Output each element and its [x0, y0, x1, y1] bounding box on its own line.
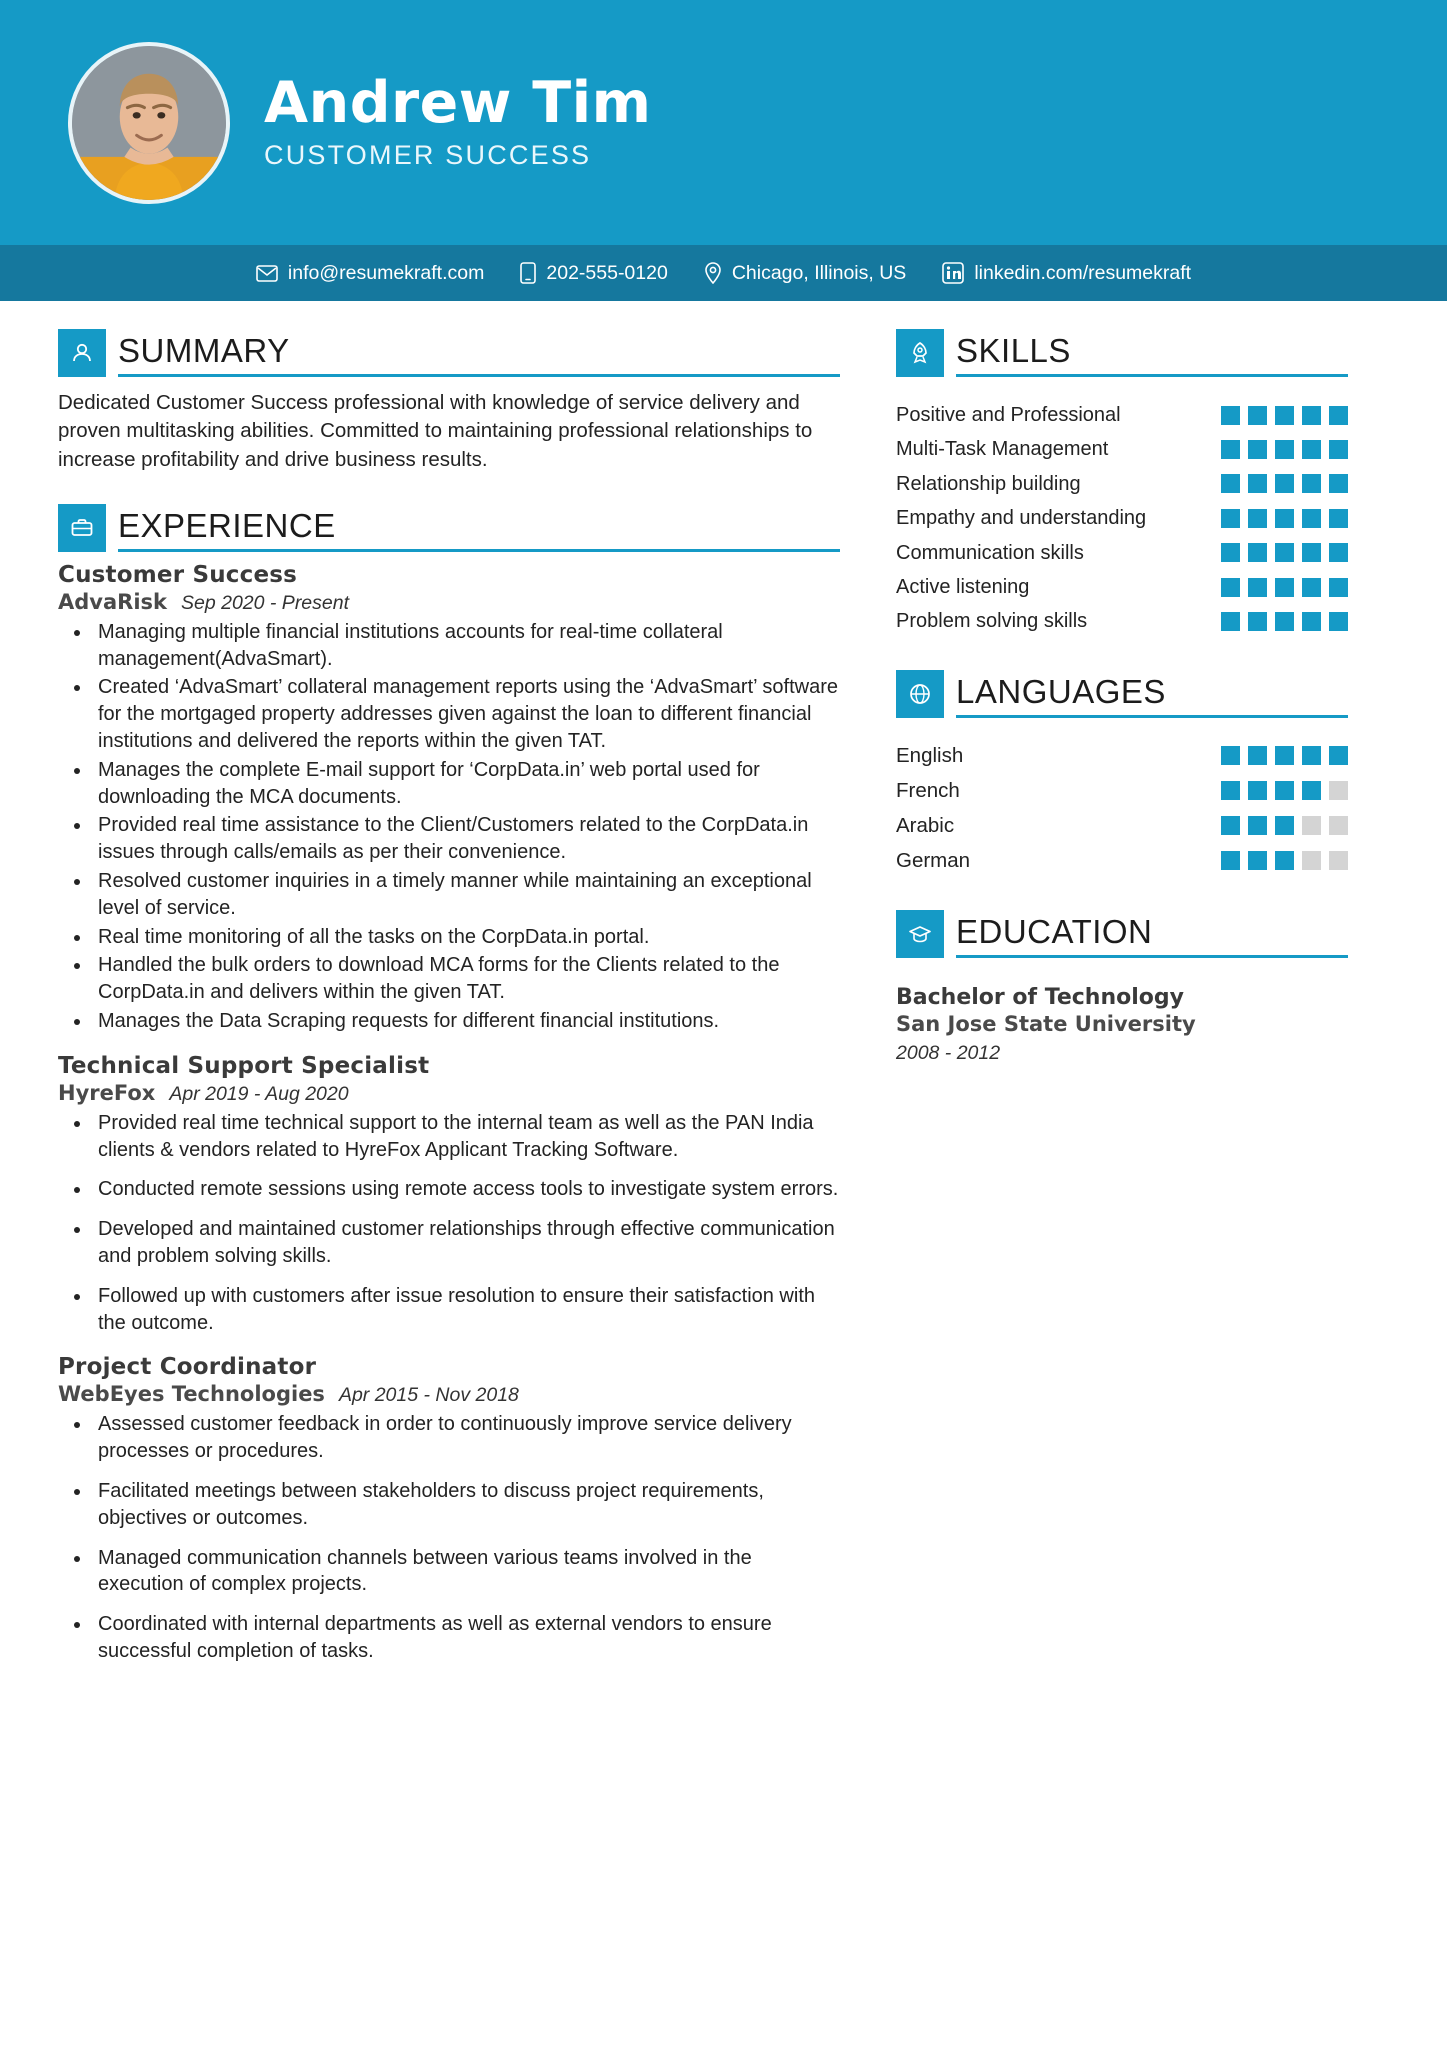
language-item [896, 744, 1348, 768]
contact-linkedin-text: linkedin.com/resumekraft [974, 261, 1192, 284]
skill-item [896, 472, 1348, 496]
bullet: • Developed and maintained customer relationships through effective communication and problem solving skills. [92, 1216, 840, 1270]
section-rule [118, 549, 840, 552]
linkedin-icon [942, 262, 964, 284]
language-rating [1221, 781, 1348, 800]
location-pin-icon [704, 262, 722, 284]
section-header-languages [896, 670, 1348, 718]
experience-item [58, 1354, 840, 1664]
contact-linkedin[interactable] [942, 262, 1191, 285]
education-school: San Jose State University [896, 1012, 1196, 1037]
job-title: Project Coordinator [58, 1354, 317, 1381]
job-dates: Apr 2015 - Nov 2018 [338, 1384, 519, 1407]
job-bullets [58, 619, 840, 1035]
envelope-icon [256, 265, 278, 282]
bullet: • Assessed customer feedback in order to continuously improve service delivery processes or procedures. [92, 1411, 840, 1465]
language-rating [1221, 816, 1348, 835]
language-rating [1221, 851, 1348, 870]
skill-rating [1221, 474, 1348, 493]
section-header-experience [58, 504, 840, 552]
section-rule [118, 374, 840, 377]
right-column [878, 329, 1348, 1683]
job-company: AdvaRisk [58, 589, 167, 614]
bullet: • Managing multiple financial institutions accounts for real-time collateral management(AdvaSmart). [92, 619, 840, 673]
skill-rating [1221, 543, 1348, 562]
section-title-summary: SUMMARY [118, 332, 290, 369]
section-rule [956, 374, 1348, 377]
bullet: • Followed up with customers after issue resolution to ensure their satisfaction with the outcome. [92, 1283, 840, 1337]
globe-icon [896, 670, 944, 718]
language-label: German [896, 848, 971, 872]
candidate-role: CUSTOMER SUCCESS [264, 139, 592, 170]
section-header-skills [896, 329, 1348, 377]
bullet: • Coordinated with internal departments as well as external vendors to ensure successful completion of tasks. [92, 1611, 840, 1665]
job-bullets [58, 1411, 840, 1664]
briefcase-icon [58, 504, 106, 552]
skill-label: Communication skills [896, 541, 1084, 564]
language-item [896, 814, 1348, 838]
graduation-cap-icon [896, 910, 944, 958]
job-bullets [58, 1110, 840, 1337]
summary-text: Dedicated Customer Success professional with knowledge of service delivery and proven multitasking abilities. Committed to maintaining professional relationships to increase profitability and drive business results. [58, 391, 813, 471]
skill-item [896, 506, 1348, 530]
skill-label: Problem solving skills [896, 610, 1088, 633]
job-dates: Apr 2019 - Aug 2020 [169, 1082, 349, 1105]
skill-rating [1221, 406, 1348, 425]
experience-item [58, 562, 840, 1035]
bullet: • Facilitated meetings between stakeholders to discuss project requirements, objectives or outcomes. [92, 1478, 840, 1532]
contact-phone-text: 202-555-0120 [546, 261, 668, 284]
rocket-icon [896, 329, 944, 377]
resume-body [0, 301, 1447, 1683]
resume-header [0, 0, 1447, 245]
bullet: • Managed communication channels between various teams involved in the execution of complex projects. [92, 1545, 840, 1599]
phone-icon [520, 262, 536, 284]
bullet: • Provided real time technical support to the internal team as well as the PAN India clients & vendors related to HyreFox Applicant Tracking Software. [92, 1110, 840, 1164]
bullet: • Conducted remote sessions using remote access tools to investigate system errors. [92, 1176, 840, 1203]
section-header-summary [58, 329, 840, 377]
job-company: WebEyes Technologies [58, 1382, 325, 1407]
section-rule [956, 955, 1348, 958]
skill-label: Empathy and understanding [896, 507, 1147, 530]
bullet: • Resolved customer inquiries in a timely manner while maintaining an exceptional level of service. [92, 868, 840, 922]
skill-rating [1221, 578, 1348, 597]
skill-item [896, 609, 1348, 633]
skill-rating [1221, 509, 1348, 528]
contact-bar [0, 245, 1447, 301]
language-item [896, 779, 1348, 803]
section-title-skills: SKILLS [956, 332, 1071, 369]
job-dates: Sep 2020 - Present [180, 591, 350, 614]
section-title-education: EDUCATION [956, 912, 1153, 950]
language-label: French [896, 778, 960, 802]
skill-item [896, 541, 1348, 565]
bullet: • Manages the complete E-mail support for ‘CorpData.in’ web portal used for downloading the MCA documents. [92, 757, 840, 811]
skill-item [896, 575, 1348, 599]
avatar [68, 42, 230, 204]
skill-label: Active listening [896, 575, 1030, 598]
bullet: • Created ‘AdvaSmart’ collateral management reports using the ‘AdvaSmart’ software for the mortgaged property addresses given against the loan to different financial institutions and delivered the reports within the given TAT. [92, 674, 840, 754]
section-title-experience: EXPERIENCE [118, 506, 336, 544]
job-company: HyreFox [58, 1080, 156, 1105]
bullet: • Manages the Data Scraping requests for different financial institutions. [92, 1008, 840, 1035]
bullet: • Handled the bulk orders to download MCA forms for the Clients related to the CorpData.in and delivers within the given TAT. [92, 952, 840, 1006]
bullet: • Real time monitoring of all the tasks on the CorpData.in portal. [92, 924, 840, 951]
job-title: Customer Success [58, 561, 298, 588]
skill-label: Positive and Professional [896, 404, 1121, 426]
language-label: Arabic [896, 813, 955, 837]
contact-email[interactable] [256, 262, 484, 285]
language-item [896, 849, 1348, 873]
section-rule [956, 715, 1348, 718]
education-item [896, 984, 1348, 1065]
experience-item [58, 1053, 840, 1337]
skill-item [896, 437, 1348, 461]
section-header-education [896, 910, 1348, 958]
language-rating [1221, 746, 1348, 765]
skill-rating [1221, 440, 1348, 459]
person-icon [58, 329, 106, 377]
section-title-languages: LANGUAGES [956, 672, 1166, 710]
education-degree: Bachelor of Technology [896, 984, 1184, 1010]
skill-item [896, 403, 1348, 427]
left-column [58, 329, 878, 1683]
job-title: Technical Support Specialist [58, 1052, 430, 1079]
contact-location[interactable] [704, 262, 907, 285]
name-block [264, 70, 652, 171]
candidate-name: Andrew Tim [264, 70, 652, 137]
contact-location-text: Chicago, Illinois, US [731, 261, 907, 284]
skill-label: Relationship building [896, 472, 1081, 495]
skill-rating [1221, 612, 1348, 631]
skill-label: Multi-Task Management [896, 438, 1109, 461]
language-label: English [896, 743, 964, 767]
bullet: • Provided real time assistance to the Client/Customers related to the CorpData.in issues through calls/emails as per their convenience. [92, 812, 840, 866]
education-years: 2008 - 2012 [896, 1041, 1001, 1064]
contact-email-text: info@resumekraft.com [287, 261, 485, 284]
contact-phone[interactable] [520, 262, 667, 285]
